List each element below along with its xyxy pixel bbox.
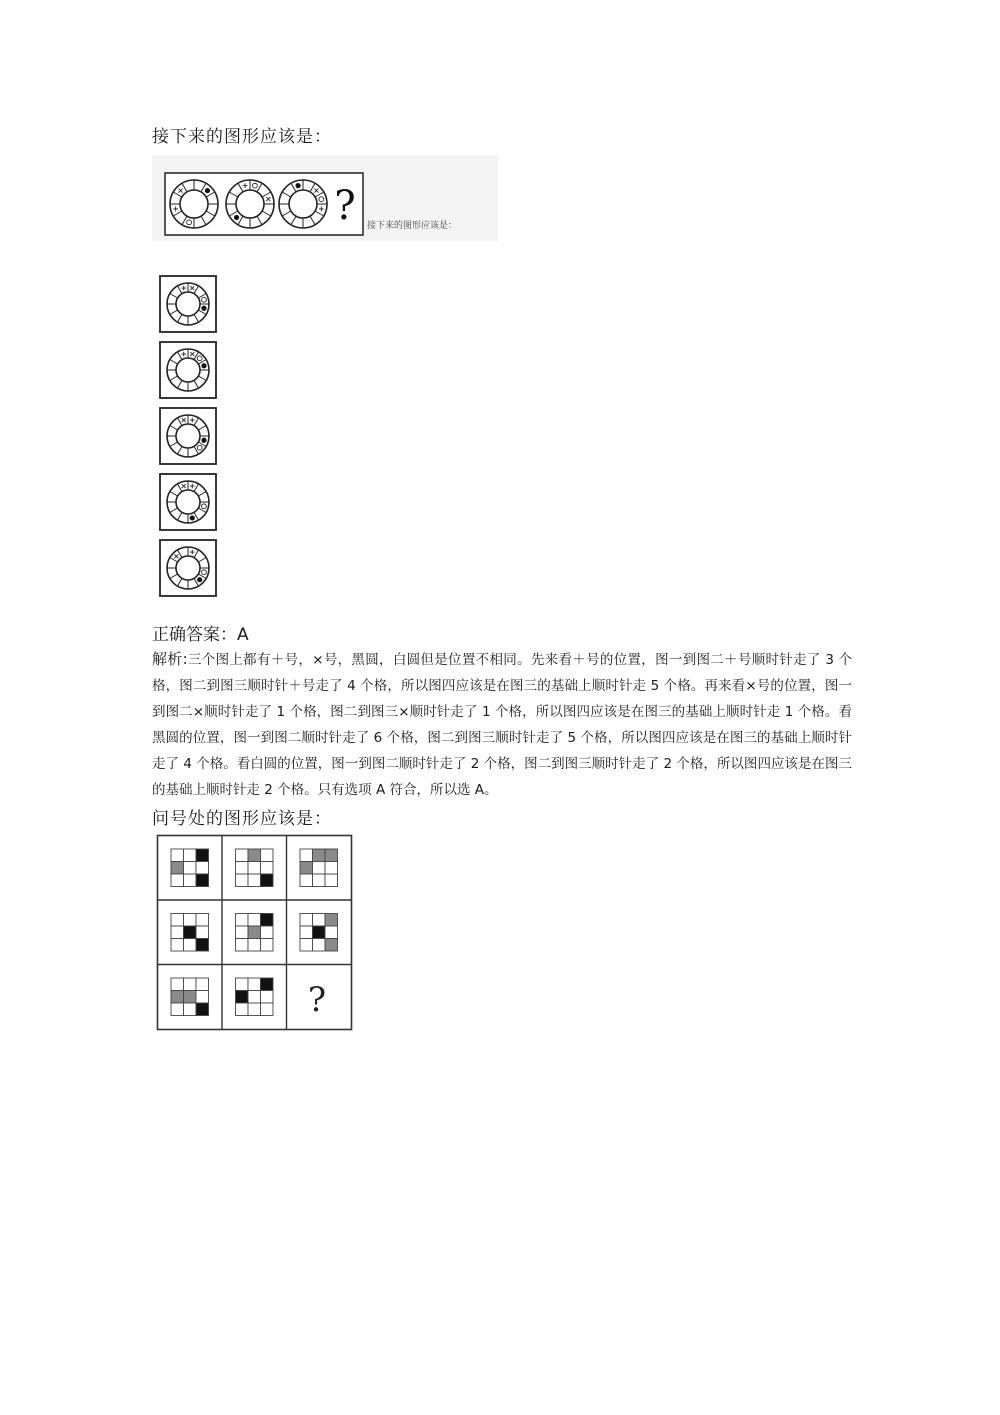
matrix-figure <box>156 834 354 1034</box>
matrix-cell-6 <box>300 914 338 952</box>
sequence-ring-1 <box>170 180 218 228</box>
sequence-question-mark: ? <box>334 183 356 229</box>
answer-option-1[interactable] <box>158 274 218 334</box>
matrix-cell-1 <box>171 849 209 887</box>
question1-title: 接下来的图形应该是： <box>152 127 332 147</box>
analysis-lead: 解析: <box>152 650 188 668</box>
matrix-question-mark: ? <box>307 980 327 1020</box>
analysis-paragraph <box>152 646 852 803</box>
sequence-ring-2 <box>226 180 274 228</box>
analysis-body: 三个图上都有＋号，×号，黑圆，白圆但是位置不相同。先来看＋号的位置，图一到图二＋号顺时针走了 3 个格，图二到图三顺时针＋号走了 4 个格，所以图四应该是在图三的基础上顺时针走 5 个格。再来看×号的位置，图一到图二×顺时针走了 1 个格，图二到图三×顺时针走了 1 个格，所以图四应该是在图三的基础上顺时针走 1 个格。看黑圆的位置，图一到图二顺时针走了 6 个格，图二到图三顺时针走了 5 个格，所以图四应该是在图三的基础上顺时针走了 4 个格。看白圆的位置，图一到图二顺时针走了 2 个格，图二到图三顺时针走了 2 个格，所以图四应该是在图三的基础上顺时针走 2 个格。只有选项 A 符合，所以选 A。 <box>152 652 853 798</box>
answer-option-3[interactable] <box>158 406 218 466</box>
matrix-cell-7 <box>171 978 209 1016</box>
question2-title: 问号处的图形应该是： <box>152 809 332 829</box>
answer-option-2[interactable] <box>158 340 218 400</box>
ring-sequence <box>170 180 327 228</box>
correct-answer: 正确答案：A <box>152 625 249 645</box>
matrix-cell-3 <box>300 849 338 887</box>
sequence-ring-3 <box>279 180 327 228</box>
answer-option-4[interactable] <box>158 472 218 532</box>
matrix-cell-8 <box>236 978 274 1016</box>
matrix-cell-5 <box>236 914 274 952</box>
answer-option-5[interactable] <box>158 538 218 598</box>
matrix-cell-2 <box>236 849 274 887</box>
ring-sequence-figure <box>152 155 498 241</box>
matrix-cell-4 <box>171 914 209 952</box>
figure-caption: 接下来的图形应该是： <box>367 221 458 231</box>
